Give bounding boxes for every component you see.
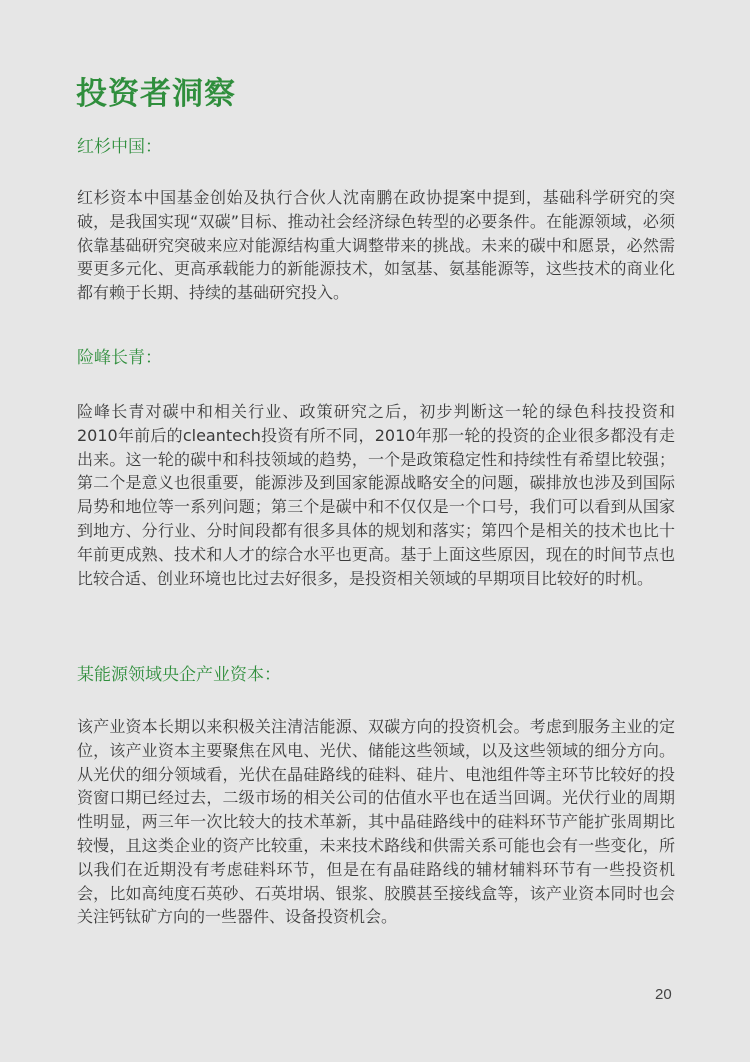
section-heading-soe-capital: 某能源领域央企产业资本： (77, 665, 281, 685)
page-number: 20 (655, 986, 672, 1003)
section-heading-sequoia: 红杉中国： (77, 137, 162, 157)
section-heading-xianfeng: 险峰长青： (77, 348, 162, 368)
section-body-xianfeng: 险峰长青对碳中和相关行业、政策研究之后，初步判断这一轮的绿色科技投资和2010年前后的cleantech投资有所不同，2010年那一轮的投资的企业很多都没有走出来。这一轮的碳中和科技领域的趋势，一个是政策稳定性和持续性有希望比较强；第二个是意义也很重要，能源涉及到国家能源战略安全的问题，碳排放也涉及到国际局势和地位等一系列问题；第三个是碳中和不仅仅是一个口号，我们可以看到从国家到地方、分行业、分时间段都有很多具体的规划和落实；第四个是相关的技术也比十年前更成熟、技术和人才的综合水平也更高。基于上面这些原因，现在的时间节点也比较合适、创业环境也比过去好很多，是投资相关领域的早期项目比较好的时机。 (77, 402, 675, 588)
section-body-sequoia: 红杉资本中国基金创始及执行合伙人沈南鹏在政协提案中提到，基础科学研究的突破，是我国实现“双碳”目标、推动社会经济绿色转型的必要条件。在能源领域，必须依靠基础研究突破来应对能源结构重大调整带来的挑战。未来的碳中和愿景，必然需要更多元化、更高承载能力的新能源技术，如氢基、氨基能源等，这些技术的商业化都有赖于长期、持续的基础研究投入。 (77, 188, 675, 303)
section-body-soe-capital: 该产业资本长期以来积极关注清洁能源、双碳方向的投资机会。考虑到服务主业的定位，该产业资本主要聚焦在风电、光伏、储能这些领域，以及这些领域的细分方向。从光伏的细分领域看，光伏在晶硅路线的硅料、硅片、电池组件等主环节比较好的投资窗口期已经过去，二级市场的相关公司的估值水平也在适当回调。光伏行业的周期性明显，两三年一次比较大的技术革新，其中晶硅路线中的硅料环节产能扩张周期比较慢，且这类企业的资产比较重，未来技术路线和供需关系可能也会有一些变化，所以我们在近期没有考虑硅料环节，但是在有晶硅路线的辅材辅料环节有一些投资机会，比如高纯度石英砂、石英坩埚、银浆、胶膜甚至接线盒等，该产业资本同时也会关注钙钛矿方向的一些器件、设备投资机会。 (77, 717, 675, 927)
page-title: 投资者洞察 (76, 76, 236, 112)
